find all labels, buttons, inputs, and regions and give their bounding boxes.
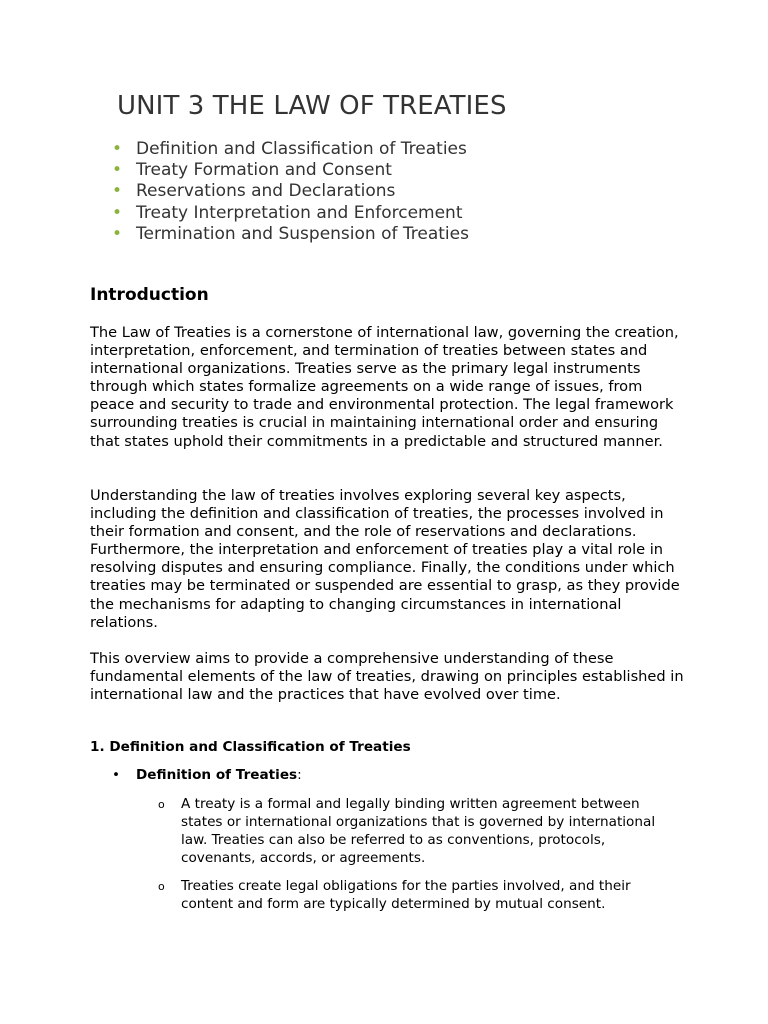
- sub-list-item: [158, 877, 668, 913]
- topic-item: [112, 139, 469, 160]
- document-title: UNIT 3 THE LAW OF TREATIES: [117, 91, 507, 121]
- topics-list: [112, 139, 469, 245]
- sub-item-text: Treaties create legal obligations for the parties involved, and their content and form are typically determined by mutual consent.: [181, 878, 631, 912]
- topic-item: [112, 203, 469, 224]
- definition-colon: :: [297, 767, 302, 783]
- intro-paragraph: This overview aims to provide a comprehensive understanding of these fundamental elements of the law of treaties, drawing on principles established in international law and the practices that have evolved over time.: [90, 650, 684, 704]
- definition-label: Definition of Treaties: [136, 767, 298, 783]
- sub-item-text: A treaty is a formal and legally binding written agreement between states or international organizations that is governed by international law. Treaties can also be referred to as conventions, protocols, covenants, accords, or agreements.: [181, 796, 656, 866]
- topic-item: [112, 160, 469, 181]
- bullet-icon: •: [112, 160, 123, 181]
- circle-bullet-icon: o: [158, 798, 165, 811]
- intro-paragraph: The Law of Treaties is a cornerstone of international law, governing the creation, interpretation, enforcement, and termination of treaties between states and international organizations. Treaties serve as the primary legal instruments through which states formalize agreements on a wide range of issues, from peace and security to trade and environmental protection. The legal framework surrounding treaties is crucial in maintaining international order and ensuring that states uphold their commitments in a predictable and structured manner.: [90, 324, 679, 450]
- topic-label: Treaty Formation and Consent: [136, 160, 392, 181]
- topic-item: [112, 181, 469, 202]
- bullet-icon: •: [112, 767, 121, 783]
- circle-bullet-icon: o: [158, 880, 165, 893]
- bullet-icon: •: [112, 139, 123, 159]
- bullet-icon: •: [112, 181, 123, 202]
- topic-item: [112, 224, 469, 245]
- bullet-icon: •: [112, 223, 123, 244]
- topic-label: Termination and Suspension of Treaties: [136, 223, 469, 244]
- sub-list-item: [158, 795, 668, 867]
- section-heading: 1. Definition and Classification of Treaties: [90, 739, 411, 755]
- introduction-heading: Introduction: [90, 285, 209, 305]
- topic-label: Treaty Interpretation and Enforcement: [136, 202, 463, 223]
- topic-label: Reservations and Declarations: [136, 181, 396, 202]
- topic-label: Definition and Classification of Treaties: [136, 139, 467, 159]
- intro-paragraph: Understanding the law of treaties involves exploring several key aspects, including the definition and classification of treaties, the processes involved in their formation and consent, and the role of reservations and declarations. Furthermore, the interpretation and enforcement of treaties play a vital role in resolving disputes and ensuring compliance. Finally, the conditions under which treaties may be terminated or suspended are essential to grasp, as they provide the mechanisms for adapting to changing circumstances in international relations.: [90, 487, 680, 631]
- bullet-icon: •: [112, 202, 123, 223]
